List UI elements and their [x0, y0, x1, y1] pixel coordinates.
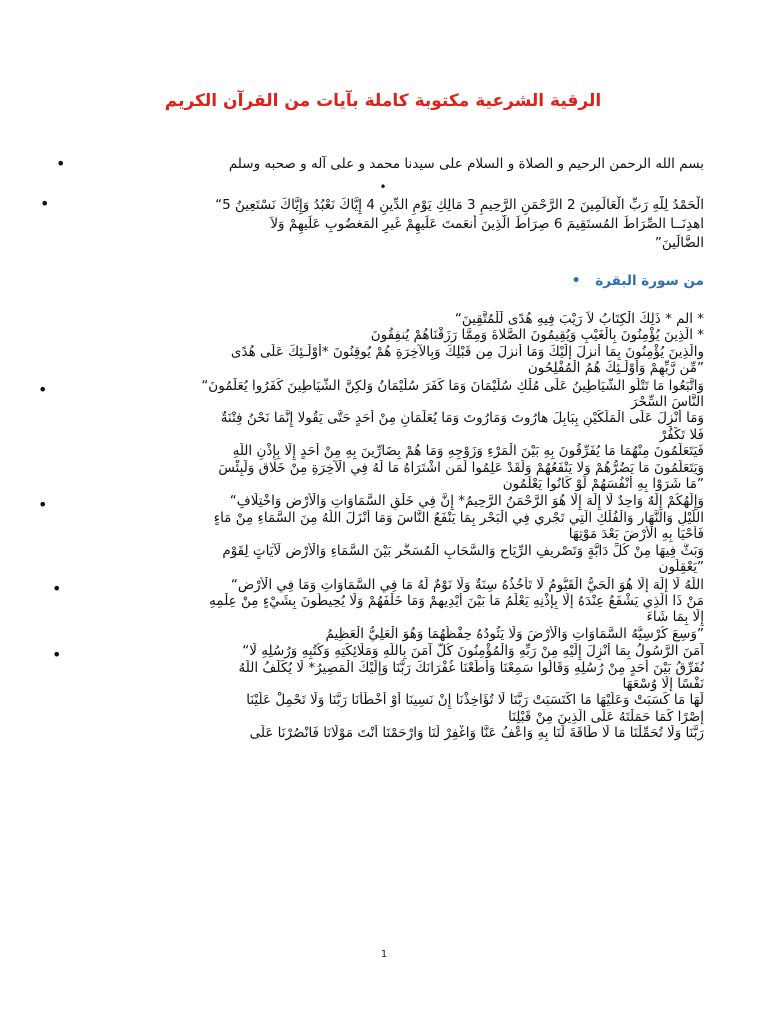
fatiha-line: الضَّالِّينَ”	[654, 235, 704, 251]
verse-line: فَيَتَعَلَّمُونَ مِنْهُمَا مَا يُفَرِّقُونَ بِهِ بَيْنَ الْمَرْءِ وَزَوْجِهِ وَمَا هُمْ بِضَارِّينَ بِهِ مِنْ أَحَدٍ إِلَّا بِإِذْنِ اللَّهِ	[232, 443, 704, 460]
verse-line: ”وَسِعَ كُرْسِيُّهُ السَّمَاوَاتِ وَالْأَرْضَ وَلَا يَئُودُهُ حِفْظُهُمَا وَهُوَ الْعَلِيُّ الْعَظِيمُ	[325, 625, 704, 642]
verse-line: وَيَتَعَلَّمُونَ مَا يَضُرُّهُمْ وَلا يَنْفَعُهُمْ وَلَقَدْ عَلِمُوا لَمَنِ اشْتَرَاهُ مَا لَهُ فِي الْآخِرَةِ مِنْ خَلاقٍ وَلَبِئْسَ	[218, 459, 704, 476]
bullet-icon: •	[38, 495, 48, 515]
verse-line: آمَنَ الرَّسُولُ بِمَا أُنْزِلَ إِلَيْهِ مِنْ رَبِّهِ وَالْمُؤْمِنُونَ كُلٌّ آمَنَ بِاللَّهِ وَمَلَائِكَتِهِ وَكُتُبِهِ وَرُسُلِهِ لَا“	[242, 643, 704, 660]
basmala-paragraph	[56, 154, 704, 174]
basmala-text: بسم الله الرحمن الرحيم و الصلاة و السلام على سيدنا محمد و على آله و صحبه وسلم	[228, 156, 704, 172]
page-number: 1	[380, 949, 388, 960]
verse-line: نُفَرِّقُ بَيْنَ أَحَدٍ مِنْ رُسُلِهِ وَقَالُوا سَمِعْنَا وَأَطَعْنَا غُفْرَانَكَ رَبَّنَا وَإِلَيْكَ الْمَصِيرُ* لَا يُكَلِّفُ اللَّهُ	[238, 659, 704, 676]
verse-line: إِصْرًا كَمَا حَمَلْتَهُ عَلَى الَّذِينَ مِنْ قَبْلِنَا	[508, 708, 704, 725]
bullet-icon: •	[52, 645, 62, 665]
verse-line: وَبَثَّ فِيهَا مِنْ كُلِّ دَابَّةٍ وَتَصْرِيفِ الرِّيَاحِ وَالسَّحَابِ الْمُسَخَّرِ بَيْنَ السَّمَاءِ وَالْأَرْضِ لَآيَاتٍ لِقَوْمٍ	[222, 542, 704, 559]
verse-line: ”مِّن رَّبِّهِمْ وَأُوْلَـئِكَ هُمُ الْمُفْلِحُون	[527, 360, 704, 377]
verse-block	[52, 643, 704, 742]
page-title: الرقية الشرعية مكتوبة كاملة بآيات من القرآن الكريم	[164, 91, 602, 111]
verse-block	[52, 576, 704, 643]
verse-block	[38, 493, 704, 576]
verse-line: النَّاسَ السِّحْرَ	[631, 394, 704, 411]
verse-line: والَّذِينَ يُؤْمِنُونَ بِمَا أُنزِلَ إِلَيْكَ وَمَا أُنزِلَ مِن قَبْلِكَ وَبِالآخِرَةِ هُمْ يُوقِنُونَ *أُوْلَـئِكَ عَلَى هُدًى	[230, 343, 704, 360]
verse-line: اللَّهُ لَا إِلَهَ إِلَّا هُوَ الْحَيُّ الْقَيُّومُ لَا تَأْخُذُهُ سِنَةٌ وَلَا نَوْمٌ لَهُ مَا فِي السَّمَاوَاتِ وَمَا فِي الْأَرْضِ“	[230, 576, 704, 593]
verse-line: وَإِلَهُكُمْ إِلَهٌ وَاحِدٌ لَا إِلَهَ إِلَّا هُوَ الرَّحْمَنُ الرَّحِيمُ* إِنَّ فِي خَلْقِ السَّمَاوَاتِ وَالْأَرْضِ وَاخْتِلَافِ“	[229, 493, 704, 510]
verse-line: فَلا تَكْفُرْ	[659, 426, 704, 443]
verse-line: ”مَا شَرَوْا بِهِ أَنْفُسَهُمْ لَوْ كَانُوا يَعْلَمُون	[502, 476, 704, 493]
verse-line: نَفْسًا إِلَّا وُسْعَهَا	[622, 675, 704, 692]
verse-line: فَأَحْيَا بِهِ الْأَرْضَ بَعْدَ مَوْتِهَا	[568, 526, 704, 543]
fatiha-line: اهدِنَــا الصِّرَاطَ المُستَقِيمَ 6 صِرَاطَ الَّذِينَ أَنعَمتَ عَلَيهِمْ غَيرِ المَغضُوبِ عَلَيهِمْ وَلاَ	[270, 216, 704, 232]
verse-line: ”يَعْقِلُون	[658, 559, 704, 576]
verse-line: وَاتَّبَعُوا مَا تَتْلُو الشَّيَاطِينُ عَلَى مُلْكِ سُلَيْمَانَ وَمَا كَفَرَ سُلَيْمَانُ وَلكِنَّ الشَّيَاطِينَ كَفَرُوا يُعَلِّمُونَ“	[201, 377, 704, 394]
verse-line: مَنْ ذَا الَّذِي يَشْفَعُ عِنْدَهُ إِلَّا بِإِذْنِهِ يَعْلَمُ مَا بَيْنَ أَيْدِيهِمْ وَمَا خَلْفَهُمْ وَلَا يُحِيطُونَ بِشَيْءٍ مِنْ عِلْمِهِ	[209, 592, 704, 609]
verse-line: * الم * ذَلِكَ الْكِتَابُ لاَ رَيْبَ فِيهِ هُدًى لِّلْمُتَّقِينَ“	[454, 311, 704, 327]
verse-line: اللَّيْلِ وَالنَّهَارِ وَالْفُلْكِ الَّتِي تَجْرِي فِي الْبَحْرِ بِمَا يَنْفَعُ النَّاسَ وَمَا أَنْزَلَ اللَّهُ مِنَ السَّمَاءِ مِنْ مَاءٍ	[213, 509, 704, 526]
fatiha-paragraph	[40, 180, 704, 253]
bullet-icon: •	[38, 379, 48, 399]
verse-block	[38, 377, 704, 493]
verse-line: لَهَا مَا كَسَبَتْ وَعَلَيْهَا مَا اكْتَسَبَتْ رَبَّنَا لَا تُؤَاخِذْنَا إِنْ نَسِينَا أَوْ أَخْطَأْنَا رَبَّنَا وَلَا تَحْمِلْ عَلَيْنَا	[246, 692, 704, 709]
verse-block	[62, 311, 704, 377]
bullet-icon: •	[52, 578, 62, 598]
section-heading-text: من سورة البقرة	[595, 273, 704, 289]
fatiha-line: الْحَمْدُ لِلَّهِ رَبِّ الْعَالَمِينَ 2 الرَّحْمَنِ الرَّحِيمِ 3 مَالِكِ يَوْمِ الدِّينِ 4 إِيَّاكَ نَعْبُدُ وَإِيَّاكَ نَسْتَعِينُ 5“	[215, 197, 704, 213]
bullet-icon: •	[40, 194, 50, 213]
verse-line: رَبَّنَا وَلَا تُحَمِّلْنَا مَا لَا طَاقَةَ لَنَا بِهِ وَاعْفُ عَنَّا وَاغْفِرْ لَنَا وَارْحَمْنَا أَنْتَ مَوْلَانَا فَانْصُرْنَا عَلَى	[249, 725, 704, 742]
verse-line: إِلَّا بِمَا شَاءَ	[646, 609, 704, 626]
verse-line: * الَّذِينَ يُؤْمِنُونَ بِالْغَيْبِ وَيُقِيمُونَ الصَّلاةَ وَمِمَّا رَزَقْنَاهُمْ يُنفِقُونَ	[370, 327, 704, 344]
section-bullet-icon: •	[571, 273, 581, 289]
section-heading	[62, 271, 704, 291]
bullet-icon: •	[56, 154, 66, 173]
verse-line: وَمَا أُنْزِلَ عَلَى الْمَلَكَيْنِ بِبَابِلَ هارُوتَ وَمَارُوتَ وَمَا يُعَلِّمَانِ مِنْ أَحَدٍ حَتَّى يَقُولا إِنَّمَا نَحْنُ فِتْنَةٌ	[220, 410, 704, 427]
fatiha-dot-icon: •	[379, 180, 387, 194]
